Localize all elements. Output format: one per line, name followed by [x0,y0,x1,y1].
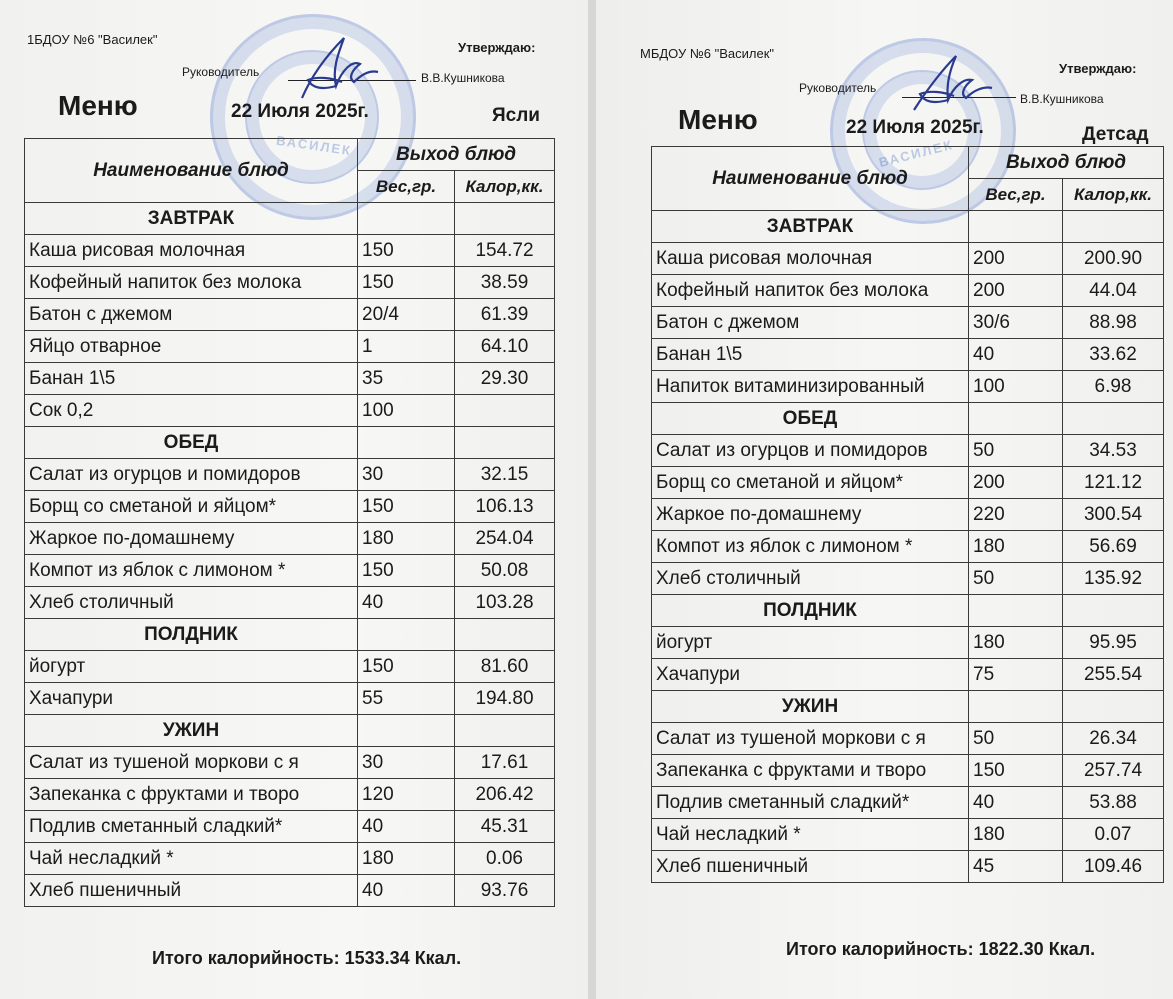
dish-weight: 150 [358,235,455,267]
dish-weight: 150 [969,755,1063,787]
dish-name: Банан 1\5 [25,363,358,395]
table-row [652,787,1164,819]
dish-weight: 200 [969,243,1063,275]
menu-table [651,146,1164,883]
dish-calories: 56.69 [1063,531,1164,563]
dish-calories: 300.54 [1063,499,1164,531]
dish-calories: 254.04 [455,523,555,555]
empty-cell [455,619,555,651]
dish-weight: 180 [358,523,455,555]
menu-date: 22 Июля 2025г. [231,101,369,122]
section-title: ОБЕД [25,427,358,459]
dish-weight: 150 [358,555,455,587]
dish-name: Хлеб столичный [652,563,969,595]
header-calories: Калор,кк. [1063,179,1164,211]
dish-name: Салат из огурцов и помидоров [652,435,969,467]
dish-calories: 95.95 [1063,627,1164,659]
table-row [652,307,1164,339]
dish-name: Чай несладкий * [652,819,969,851]
empty-cell [969,211,1063,243]
director-name: В.В.Кушникова [421,71,505,85]
section-title: УЖИН [25,715,358,747]
dish-weight: 35 [358,363,455,395]
dish-name: Каша рисовая молочная [25,235,358,267]
menu-sheet-kindergarten [596,0,1173,999]
section-title: ЗАВТРАК [25,203,358,235]
approve-label: Утверждаю: [458,40,536,55]
table-row [652,275,1164,307]
dish-calories: 103.28 [455,587,555,619]
dish-name: Батон с джемом [652,307,969,339]
table-row [25,555,555,587]
dish-calories: 32.15 [455,459,555,491]
dish-weight: 180 [969,531,1063,563]
dish-weight: 200 [969,467,1063,499]
dish-weight: 100 [969,371,1063,403]
dish-name: Запеканка с фруктами и творо [25,779,358,811]
dish-name: Подлив сметанный сладкий* [652,787,969,819]
dish-calories: 50.08 [455,555,555,587]
dish-calories: 6.98 [1063,371,1164,403]
dish-name: Компот из яблок с лимоном * [652,531,969,563]
table-row [652,531,1164,563]
dish-calories: 0.07 [1063,819,1164,851]
stamp-text: ВАСИЛЕК [877,136,955,171]
org-name: 1БДОУ №6 "Василек" [27,32,158,47]
dish-weight: 45 [969,851,1063,883]
table-row [652,563,1164,595]
table-row [25,235,555,267]
table-row [652,371,1164,403]
dish-weight: 30 [358,459,455,491]
empty-cell [969,595,1063,627]
dish-name: Сок 0,2 [25,395,358,427]
director-label: Руководитель [799,81,877,95]
dish-name: Напиток витаминизированный [652,371,969,403]
section-title: ПОЛДНИК [652,595,969,627]
table-row [25,587,555,619]
dish-calories: 135.92 [1063,563,1164,595]
table-row [652,627,1164,659]
dish-calories: 53.88 [1063,787,1164,819]
section-row [652,403,1164,435]
menu-date: 22 Июля 2025г. [846,117,984,138]
signature-image [906,48,996,118]
section-row [652,691,1164,723]
dish-calories: 154.72 [455,235,555,267]
header-weight: Вес,гр. [358,171,455,203]
dish-weight: 220 [969,499,1063,531]
dish-weight: 200 [969,275,1063,307]
table-row [652,435,1164,467]
dish-weight: 180 [969,627,1063,659]
table-row [652,851,1164,883]
dish-weight: 150 [358,651,455,683]
dish-name: Салат из огурцов и помидоров [25,459,358,491]
dish-calories: 106.13 [455,491,555,523]
director-name: В.В.Кушникова [1020,92,1104,106]
dish-weight: 40 [969,339,1063,371]
dish-name: Чай несладкий * [25,843,358,875]
dish-calories: 38.59 [455,267,555,299]
section-row [652,211,1164,243]
dish-calories: 88.98 [1063,307,1164,339]
dish-calories: 109.46 [1063,851,1164,883]
dish-calories: 33.62 [1063,339,1164,371]
table-row [652,755,1164,787]
header-output: Выход блюд [358,139,555,171]
section-title: УЖИН [652,691,969,723]
dish-calories: 61.39 [455,299,555,331]
dish-calories: 45.31 [455,811,555,843]
total-calories: Итого калорийность: 1533.34 Ккал. [152,948,462,968]
dish-weight: 55 [358,683,455,715]
menu-table-body [25,203,555,907]
dish-name: Банан 1\5 [652,339,969,371]
table-row [25,523,555,555]
dish-calories: 34.53 [1063,435,1164,467]
dish-name: Кофейный напиток без молока [25,267,358,299]
table-row [652,723,1164,755]
dish-calories: 93.76 [455,875,555,907]
dish-name: Хачапури [652,659,969,691]
dish-weight: 50 [969,723,1063,755]
signature-image [292,30,382,105]
dish-calories: 255.54 [1063,659,1164,691]
empty-cell [969,691,1063,723]
empty-cell [455,715,555,747]
dish-name: Компот из яблок с лимоном * [25,555,358,587]
dish-weight: 150 [358,491,455,523]
table-row [652,243,1164,275]
dish-name: Хлеб столичный [25,587,358,619]
dish-weight: 180 [358,843,455,875]
menu-title: Меню [58,90,138,121]
org-name: МБДОУ №6 "Василек" [640,46,775,61]
dish-calories [455,395,555,427]
table-row [652,499,1164,531]
empty-cell [1063,595,1164,627]
section-title: ПОЛДНИК [25,619,358,651]
section-row [25,715,555,747]
empty-cell [455,427,555,459]
director-label: Руководитель [182,65,260,79]
empty-cell [1063,691,1164,723]
dish-name: Каша рисовая молочная [652,243,969,275]
dish-weight: 50 [969,563,1063,595]
dish-name: Жаркое по-домашнему [652,499,969,531]
empty-cell [358,427,455,459]
table-row [25,491,555,523]
dish-weight: 40 [358,587,455,619]
dish-calories: 200.90 [1063,243,1164,275]
table-row [25,779,555,811]
dish-name: йогурт [652,627,969,659]
dish-weight: 40 [358,875,455,907]
table-row [25,747,555,779]
section-row [25,203,555,235]
dish-calories: 17.61 [455,747,555,779]
header-calories: Калор,кк. [455,171,555,203]
dish-weight: 30 [358,747,455,779]
empty-cell [455,203,555,235]
empty-cell [1063,211,1164,243]
table-row [25,843,555,875]
dish-name: Яйцо отварное [25,331,358,363]
empty-cell [1063,403,1164,435]
table-row [652,339,1164,371]
dish-name: Хачапури [25,683,358,715]
menu-table-body [652,211,1164,883]
table-row [25,875,555,907]
empty-cell [358,715,455,747]
dish-calories: 29.30 [455,363,555,395]
header-dish-name: Наименование блюд [652,147,969,211]
section-row [25,427,555,459]
menu-title: Меню [678,104,758,135]
empty-cell [969,403,1063,435]
dish-weight: 20/4 [358,299,455,331]
empty-cell [358,203,455,235]
section-title: ЗАВТРАК [652,211,969,243]
header-weight: Вес,гр. [969,179,1063,211]
dish-calories: 206.42 [455,779,555,811]
dish-weight: 40 [358,811,455,843]
dish-calories: 81.60 [455,651,555,683]
table-row [25,811,555,843]
table-row [652,819,1164,851]
dish-name: Подлив сметанный сладкий* [25,811,358,843]
dish-weight: 120 [358,779,455,811]
table-row [652,467,1164,499]
dish-name: Запеканка с фруктами и творо [652,755,969,787]
dish-weight: 180 [969,819,1063,851]
stamp-text: ВАСИЛЕК [275,132,353,159]
dish-calories: 26.34 [1063,723,1164,755]
approve-label: Утверждаю: [1059,61,1137,76]
table-row [25,683,555,715]
table-row [652,659,1164,691]
dish-name: Жаркое по-домашнему [25,523,358,555]
dish-weight: 100 [358,395,455,427]
header-dish-name: Наименование блюд [25,139,358,203]
empty-cell [358,619,455,651]
dish-weight: 150 [358,267,455,299]
dish-name: йогурт [25,651,358,683]
sheet-gap [588,0,596,999]
dish-name: Кофейный напиток без молока [652,275,969,307]
dish-calories: 121.12 [1063,467,1164,499]
table-row [25,651,555,683]
dish-calories: 194.80 [455,683,555,715]
table-row [25,363,555,395]
dish-weight: 75 [969,659,1063,691]
table-row [25,331,555,363]
dish-name: Хлеб пшеничный [25,875,358,907]
table-row [25,459,555,491]
dish-calories: 64.10 [455,331,555,363]
dish-name: Борщ со сметаной и яйцом* [652,467,969,499]
section-row [25,619,555,651]
dish-name: Салат из тушеной моркови с я [25,747,358,779]
dish-calories: 44.04 [1063,275,1164,307]
dish-weight: 40 [969,787,1063,819]
dish-name: Борщ со сметаной и яйцом* [25,491,358,523]
total-calories: Итого калорийность: 1822.30 Ккал. [786,939,1096,959]
dish-calories: 0.06 [455,843,555,875]
dish-calories: 257.74 [1063,755,1164,787]
dish-name: Хлеб пшеничный [652,851,969,883]
table-row [25,267,555,299]
section-row [652,595,1164,627]
age-group: Ясли [492,105,540,126]
dish-weight: 1 [358,331,455,363]
dish-weight: 50 [969,435,1063,467]
age-group: Детсад [1082,124,1149,145]
section-title: ОБЕД [652,403,969,435]
table-row [25,299,555,331]
dish-name: Салат из тушеной моркови с я [652,723,969,755]
menu-table [24,138,555,907]
table-row [25,395,555,427]
dish-weight: 30/6 [969,307,1063,339]
dish-name: Батон с джемом [25,299,358,331]
header-output: Выход блюд [969,147,1164,179]
